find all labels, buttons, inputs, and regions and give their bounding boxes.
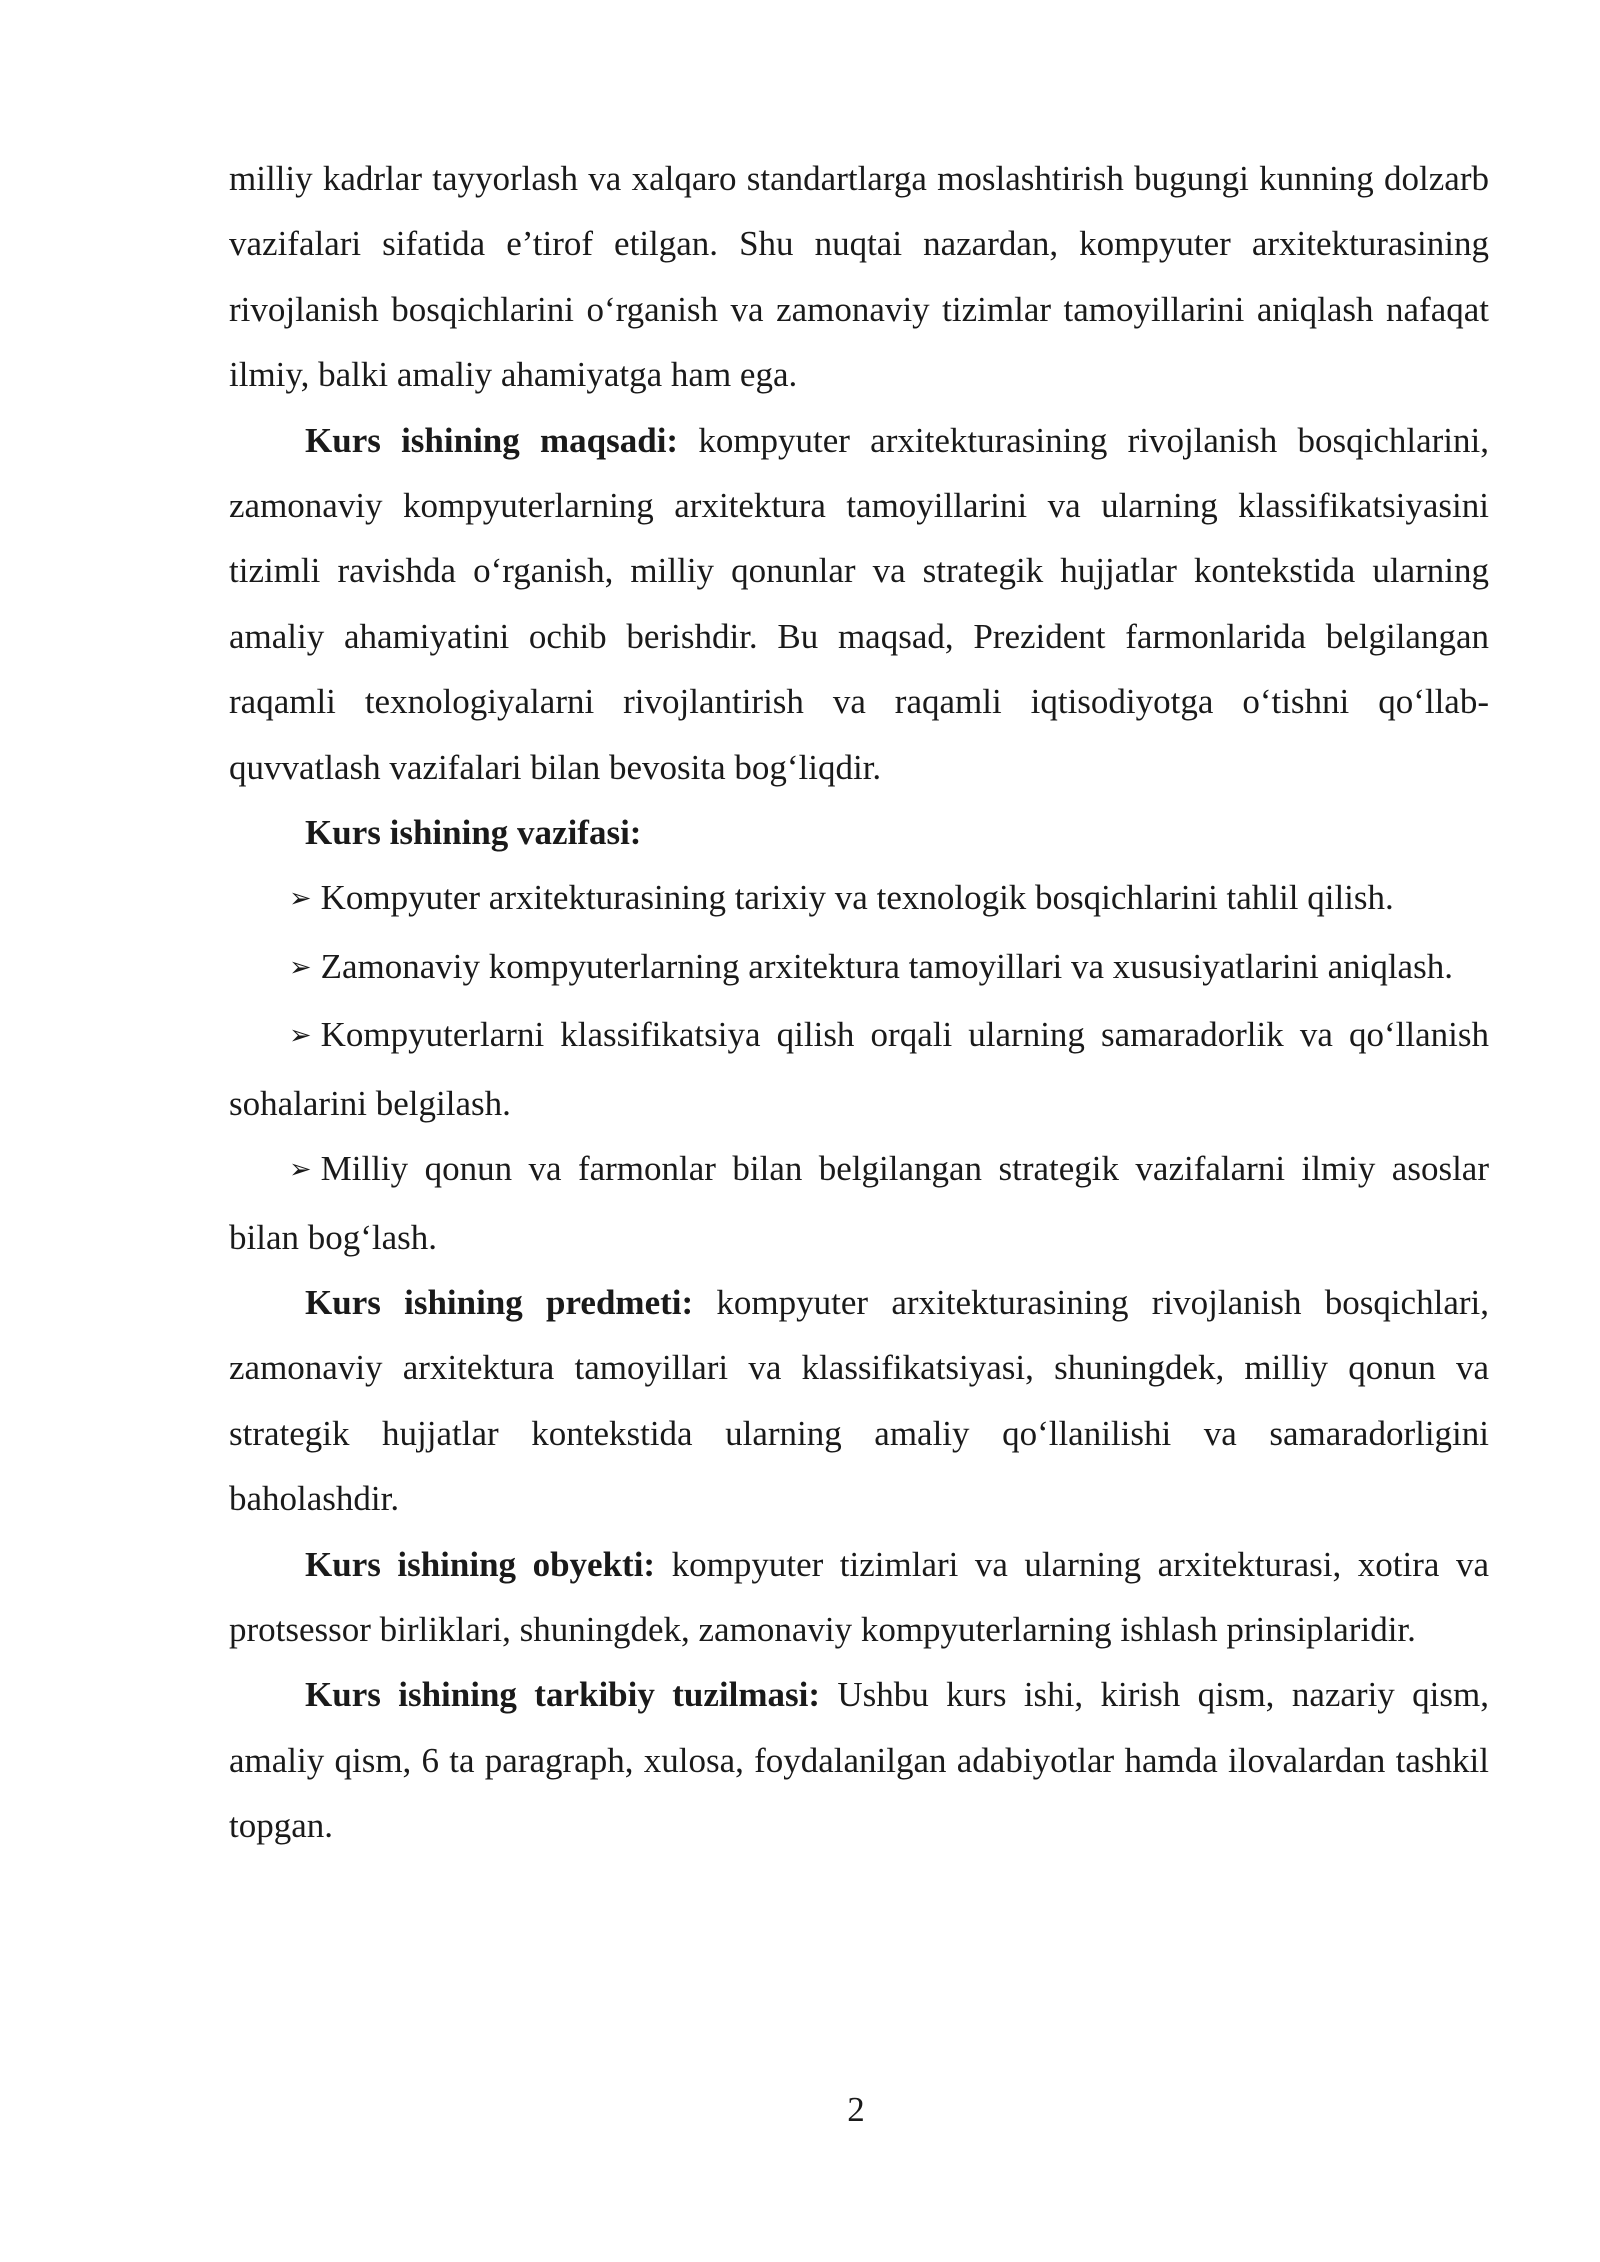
task-item-text: Kompyuter arxitekturasining tarixiy va texnologik bosqichlarini tahlil qilish. <box>320 878 1394 918</box>
arrow-bullet-icon: ➢ <box>289 1154 312 1186</box>
object-heading: Kurs ishining obyekti: <box>305 1544 656 1584</box>
structure-heading: Kurs ishining tarkibiy tuzilmasi: <box>305 1675 820 1715</box>
structure-text: Ushbu kurs ishi, kirish qism, nazariy qism, amaliy qism, 6 ta paragraph, xulosa, foydalanilgan adabiyotlar hamda ilovalardan tashkil topgan. <box>229 1675 1489 1846</box>
task-item <box>229 1002 1489 1136</box>
goal-heading: Kurs ishining maqsadi: <box>305 420 679 460</box>
arrow-bullet-icon: ➢ <box>289 883 312 915</box>
structure-paragraph <box>229 1662 1489 1858</box>
intro-paragraph: milliy kadrlar tayyorlash va xalqaro standartlarga moslashtirish bugungi kunning dolzarb vazifalari sifatida e’tirof etilgan. Shu nuqtai nazardan, kompyuter arxitekturasining rivojlanish bosqichlarini o‘rganish va zamonaviy tizimlar tamoyillarini aniqlash nafaqat ilmiy, balki amaliy ahamiyatga ham ega. <box>229 159 1489 395</box>
document-body <box>229 146 1489 1859</box>
task-item <box>229 934 1489 1002</box>
goal-text: kompyuter arxitekturasining rivojlanish bosqichlarini, zamonaviy kompyuterlarning arxitektura tamoyillarini va ularning klassifikatsiyasini tizimli ravishda o‘rganish, milliy qonunlar va strategik hujjatlar kontekstida ularning amaliy ahamiyatini ochib berishdir. Bu maqsad, Prezident farmonlarida belgilangan raqamli texnologiyalarni rivojlantirish va raqamli iqtisodiyotga o‘tishni qo‘llab-quvvatlash vazifalari bilan bevosita bog‘liqdir. <box>229 420 1489 787</box>
task-item-text: Milliy qonun va farmonlar bilan belgilangan strategik vazifalarni ilmiy asoslar bilan bog‘lash. <box>229 1149 1489 1257</box>
page-number: 2 <box>847 2090 865 2129</box>
arrow-bullet-icon: ➢ <box>289 1020 312 1052</box>
object-paragraph <box>229 1532 1489 1663</box>
task-item <box>229 865 1489 933</box>
subject-paragraph <box>229 1270 1489 1532</box>
tasks-heading: Kurs ishining vazifasi: <box>305 813 642 853</box>
object-text: kompyuter tizimlari va ularning arxitekturasi, xotira va protsessor birliklari, shuningdek, zamonaviy kompyuterlarning ishlash prinsiplaridir. <box>229 1544 1489 1649</box>
task-item <box>229 1136 1489 1270</box>
tasks-heading-paragraph <box>229 800 1489 865</box>
task-item-text: Zamonaviy kompyuterlarning arxitektura tamoyillari va xususiyatlarini aniqlash. <box>320 946 1453 986</box>
arrow-bullet-icon: ➢ <box>289 951 312 983</box>
task-item-text: Kompyuterlarni klassifikatsiya qilish orqali ularning samaradorlik va qo‘llanish sohalarini belgilash. <box>229 1015 1489 1123</box>
subject-text: kompyuter arxitekturasining rivojlanish bosqichlari, zamonaviy arxitektura tamoyillari va klassifikatsiyasi, shuningdek, milliy qonun va strategik hujjatlar kontekstida ularning amaliy qo‘llanilishi va samaradorligini baholashdir. <box>229 1282 1489 1519</box>
goal-paragraph <box>229 408 1489 800</box>
subject-heading: Kurs ishining predmeti: <box>305 1282 694 1322</box>
